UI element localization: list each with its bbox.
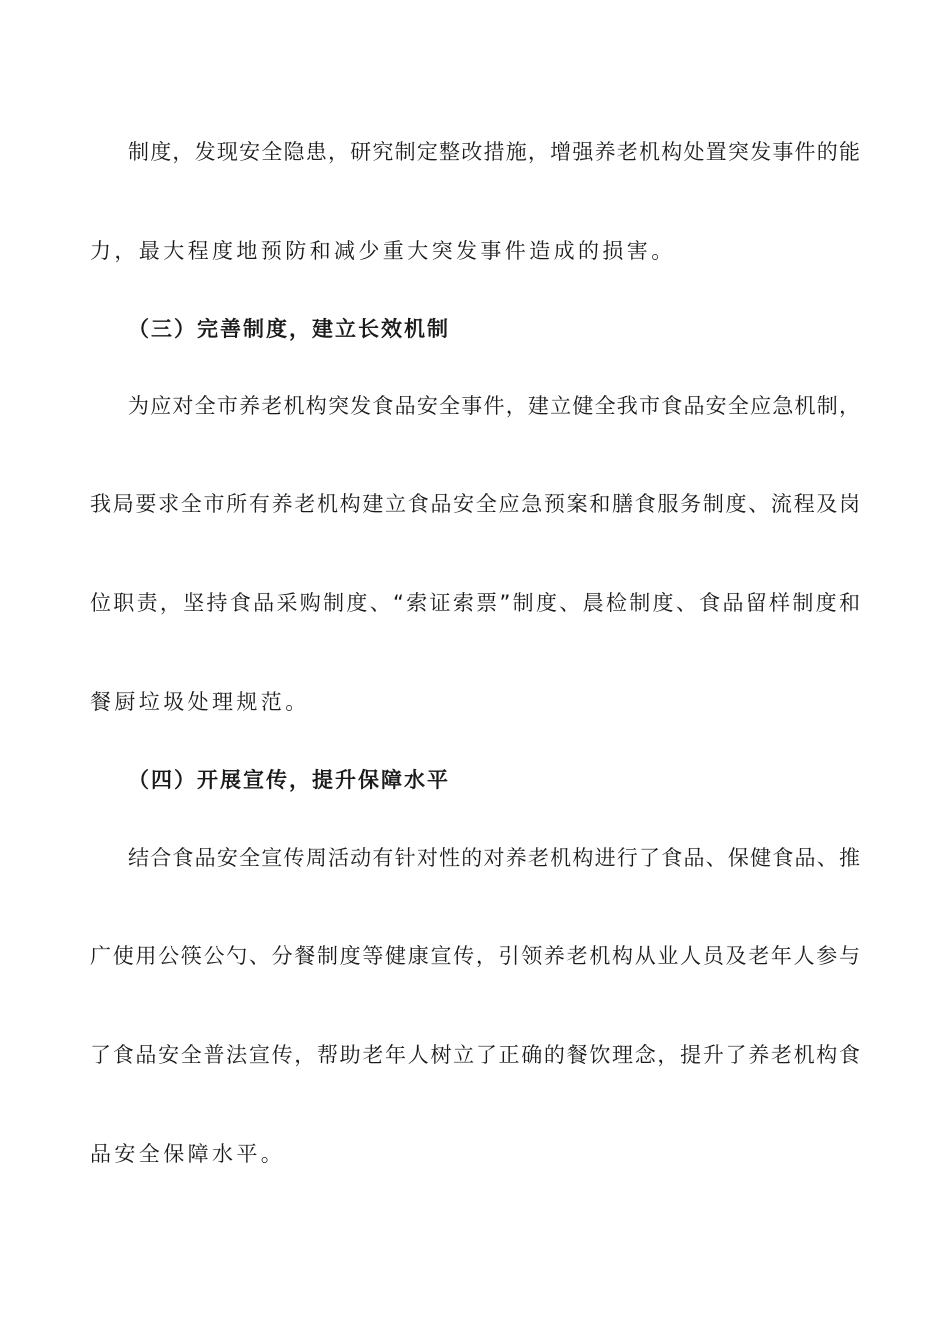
paragraph-line: 力，最大程度地预防和减少重大突发事件造成的损害。: [90, 239, 676, 263]
section-heading-3: （三）完善制度，建立长效机制: [128, 317, 450, 341]
paragraph-line: 了食品安全普法宣传，帮助老年人树立了正确的餐饮理念，提升了养老机构食: [90, 1043, 860, 1067]
paragraph-line: 品安全保障水平。: [90, 1142, 286, 1166]
paragraph-line: 为应对全市养老机构突发食品安全事件，建立健全我市食品安全应急机制，: [128, 394, 860, 418]
paragraph-line: 餐厨垃圾处理规范。: [90, 690, 310, 714]
section-heading-4: （四）开展宣传，提升保障水平: [128, 768, 450, 792]
paragraph-line: 广使用公筷公勺、分餐制度等健康宣传，引领养老机构从业人员及老年人参与: [90, 944, 860, 968]
paragraph-line: 结合食品安全宣传周活动有针对性的对养老机构进行了食品、保健食品、推: [128, 846, 860, 870]
paragraph-line: 我局要求全市所有养老机构建立食品安全应急预案和膳食服务制度、流程及岗: [90, 492, 860, 516]
paragraph-line: 制度，发现安全隐患，研究制定整改措施，增强养老机构处置突发事件的能: [128, 140, 860, 164]
paragraph-line: 位职责，坚持食品采购制度、“索证索票”制度、晨检制度、食品留样制度和: [90, 591, 860, 615]
